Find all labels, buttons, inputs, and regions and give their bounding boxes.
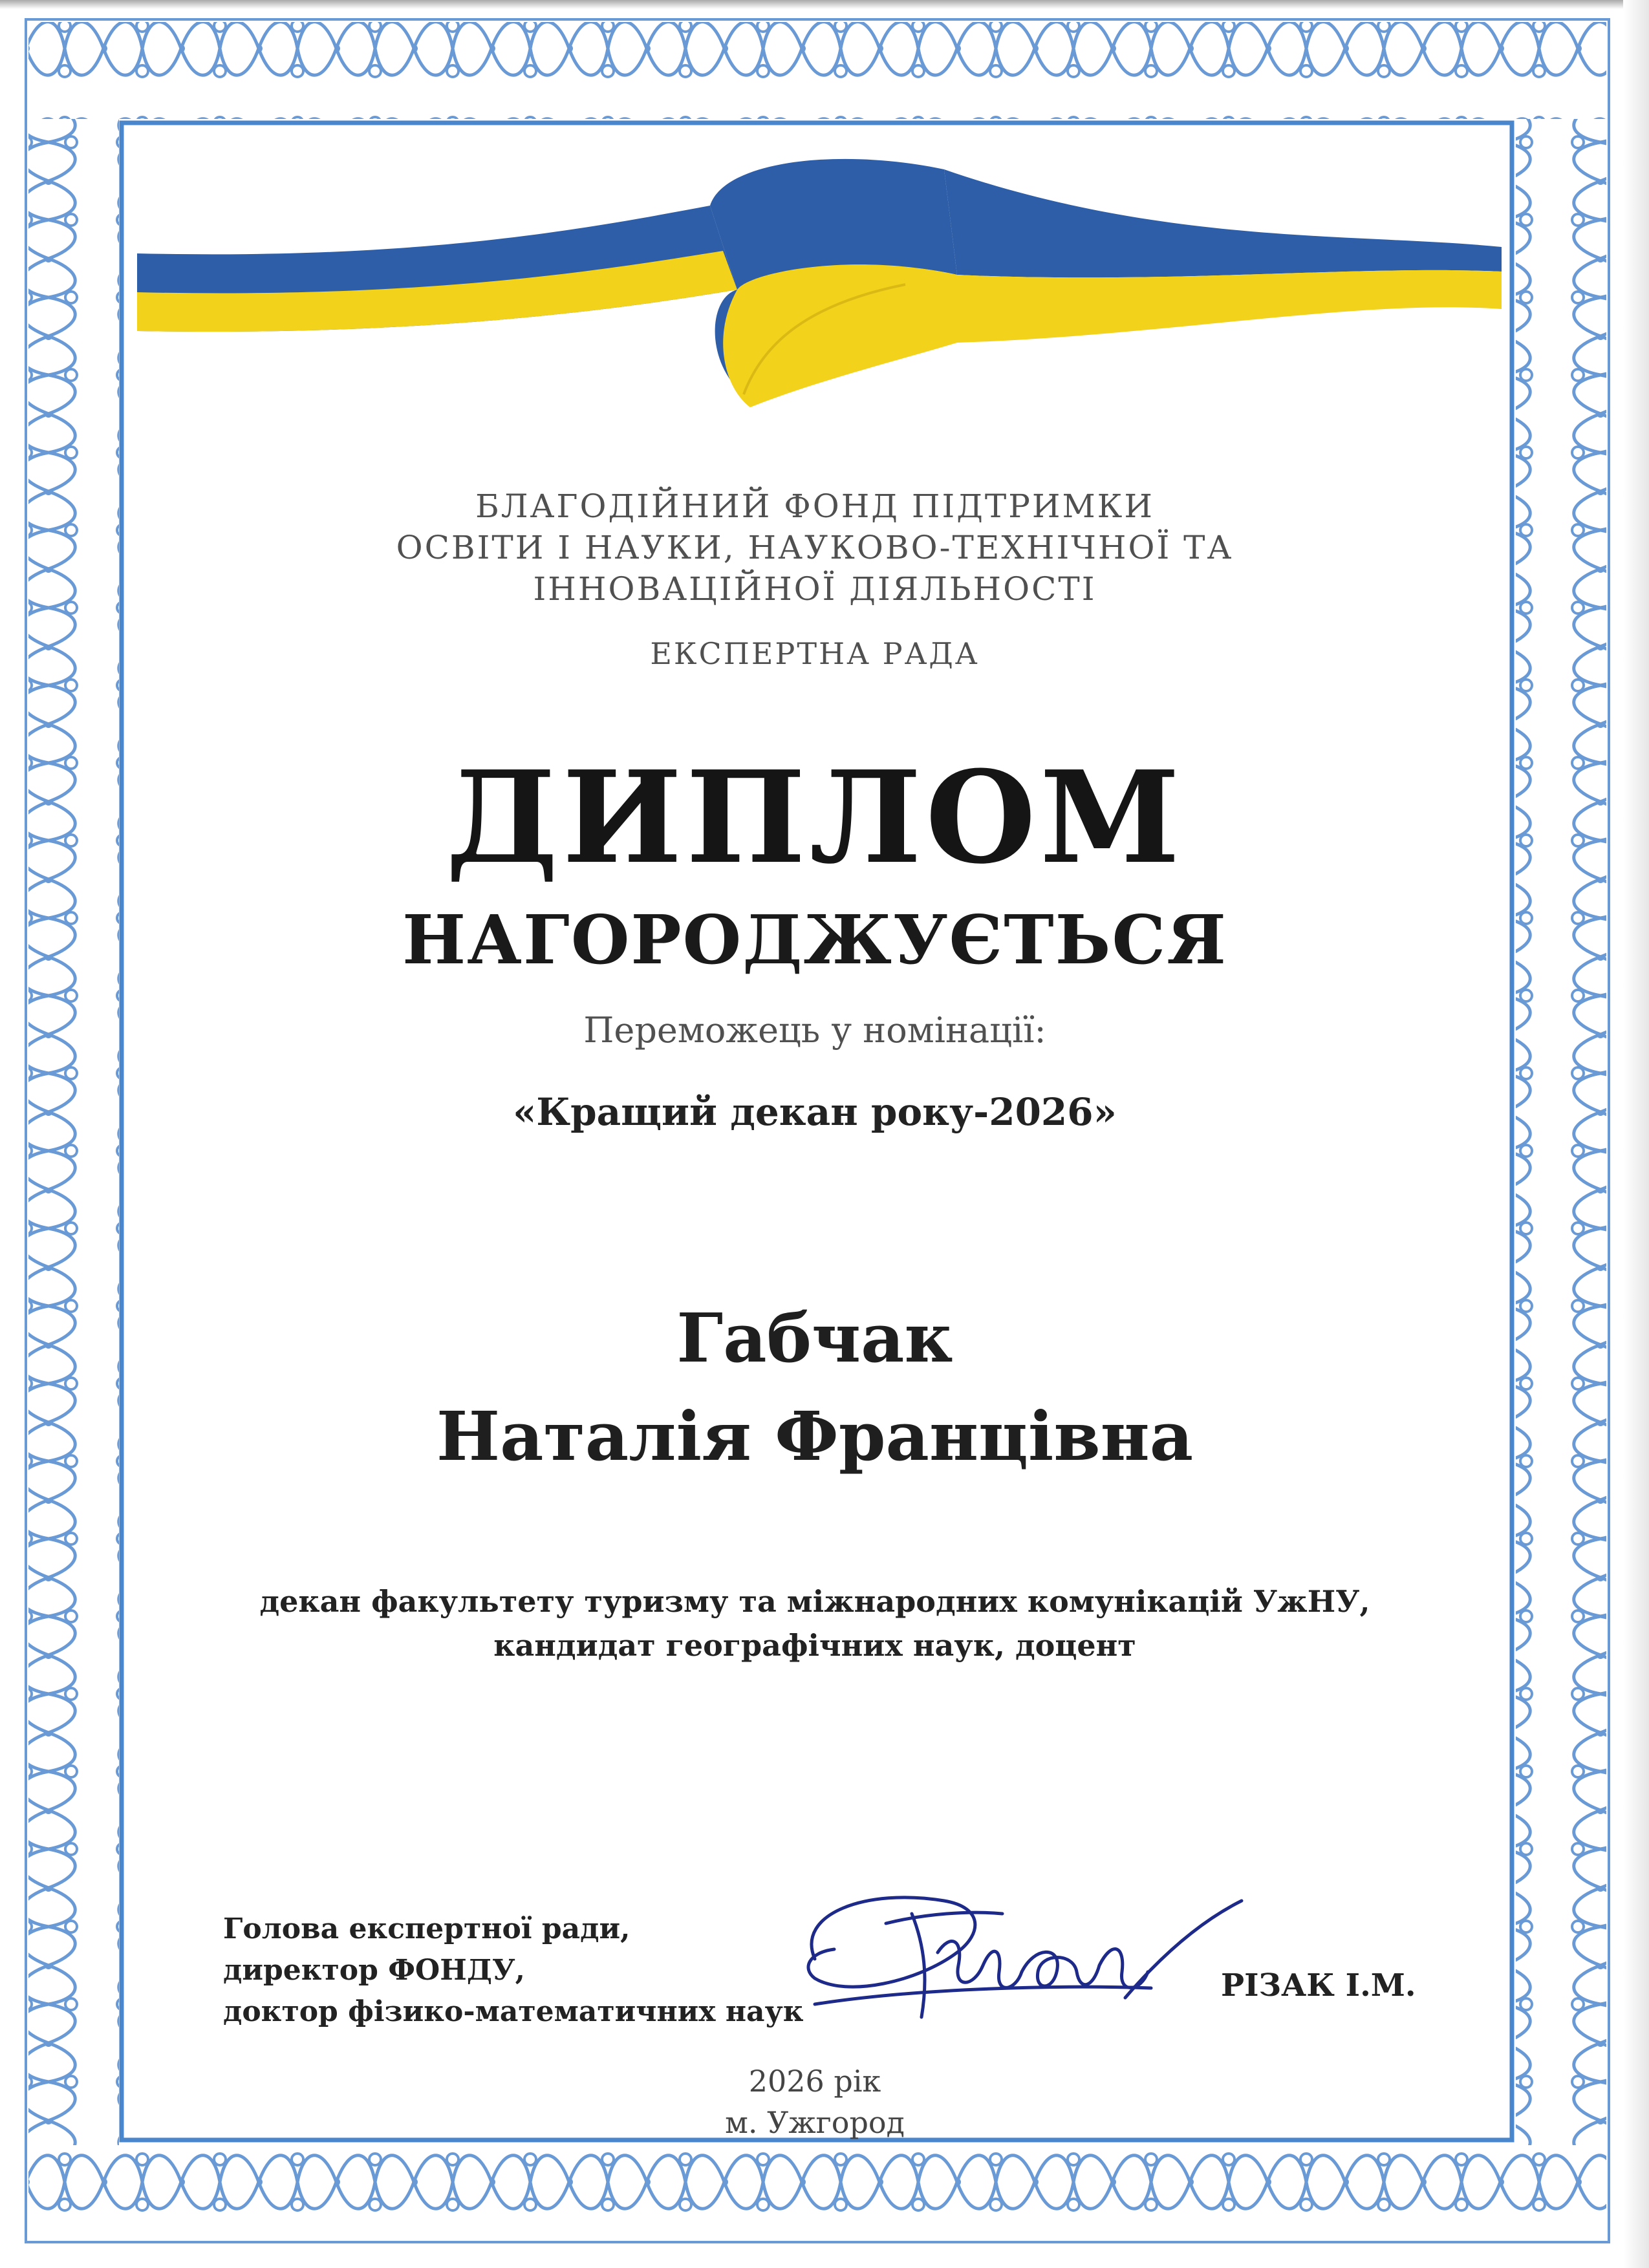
awarded-heading: НАГОРОДЖУЄТЬСЯ — [402, 900, 1227, 979]
recipient-given-names: Наталія Францівна — [436, 1396, 1194, 1476]
handwritten-signature — [789, 1875, 1255, 2043]
org-name-line3: ІННОВАЦІЙНОЇ ДІЯЛЬНОСТІ — [533, 570, 1097, 608]
recipient-position-line1: декан факультету туризму та міжнародних комунікацій УжНУ, — [259, 1584, 1370, 1619]
signatory-role-line3: доктор фізико-математичних наук — [223, 1995, 804, 2028]
nomination-name: «Кращий декан року-2026» — [513, 1090, 1117, 1134]
recipient-position-line2: кандидат географічних наук, доцент — [493, 1628, 1136, 1663]
nomination-intro: Переможець у номінації: — [583, 1010, 1046, 1051]
expert-council: ЕКСПЕРТНА РАДА — [650, 636, 980, 671]
org-name-line1: БЛАГОДІЙНИЙ ФОНД ПІДТРИМКИ — [475, 487, 1154, 525]
signatory-role-line2: директор ФОНДУ, — [223, 1954, 525, 1987]
issue-year: 2026 рік — [748, 2064, 881, 2099]
flag-ribbon-icon — [0, 0, 1649, 453]
org-name-line2: ОСВІТИ І НАУКИ, НАУКОВО-ТЕХНІЧНОЇ ТА — [396, 529, 1234, 566]
diploma-title: ДИПЛОМ — [446, 744, 1184, 892]
signatory-name: РІЗАК І.М. — [1221, 1967, 1416, 2004]
signatory-role-line1: Голова експертної ради, — [223, 1912, 630, 1945]
issue-city: м. Ужгород — [725, 2105, 905, 2140]
recipient-surname: Габчак — [676, 1298, 953, 1378]
